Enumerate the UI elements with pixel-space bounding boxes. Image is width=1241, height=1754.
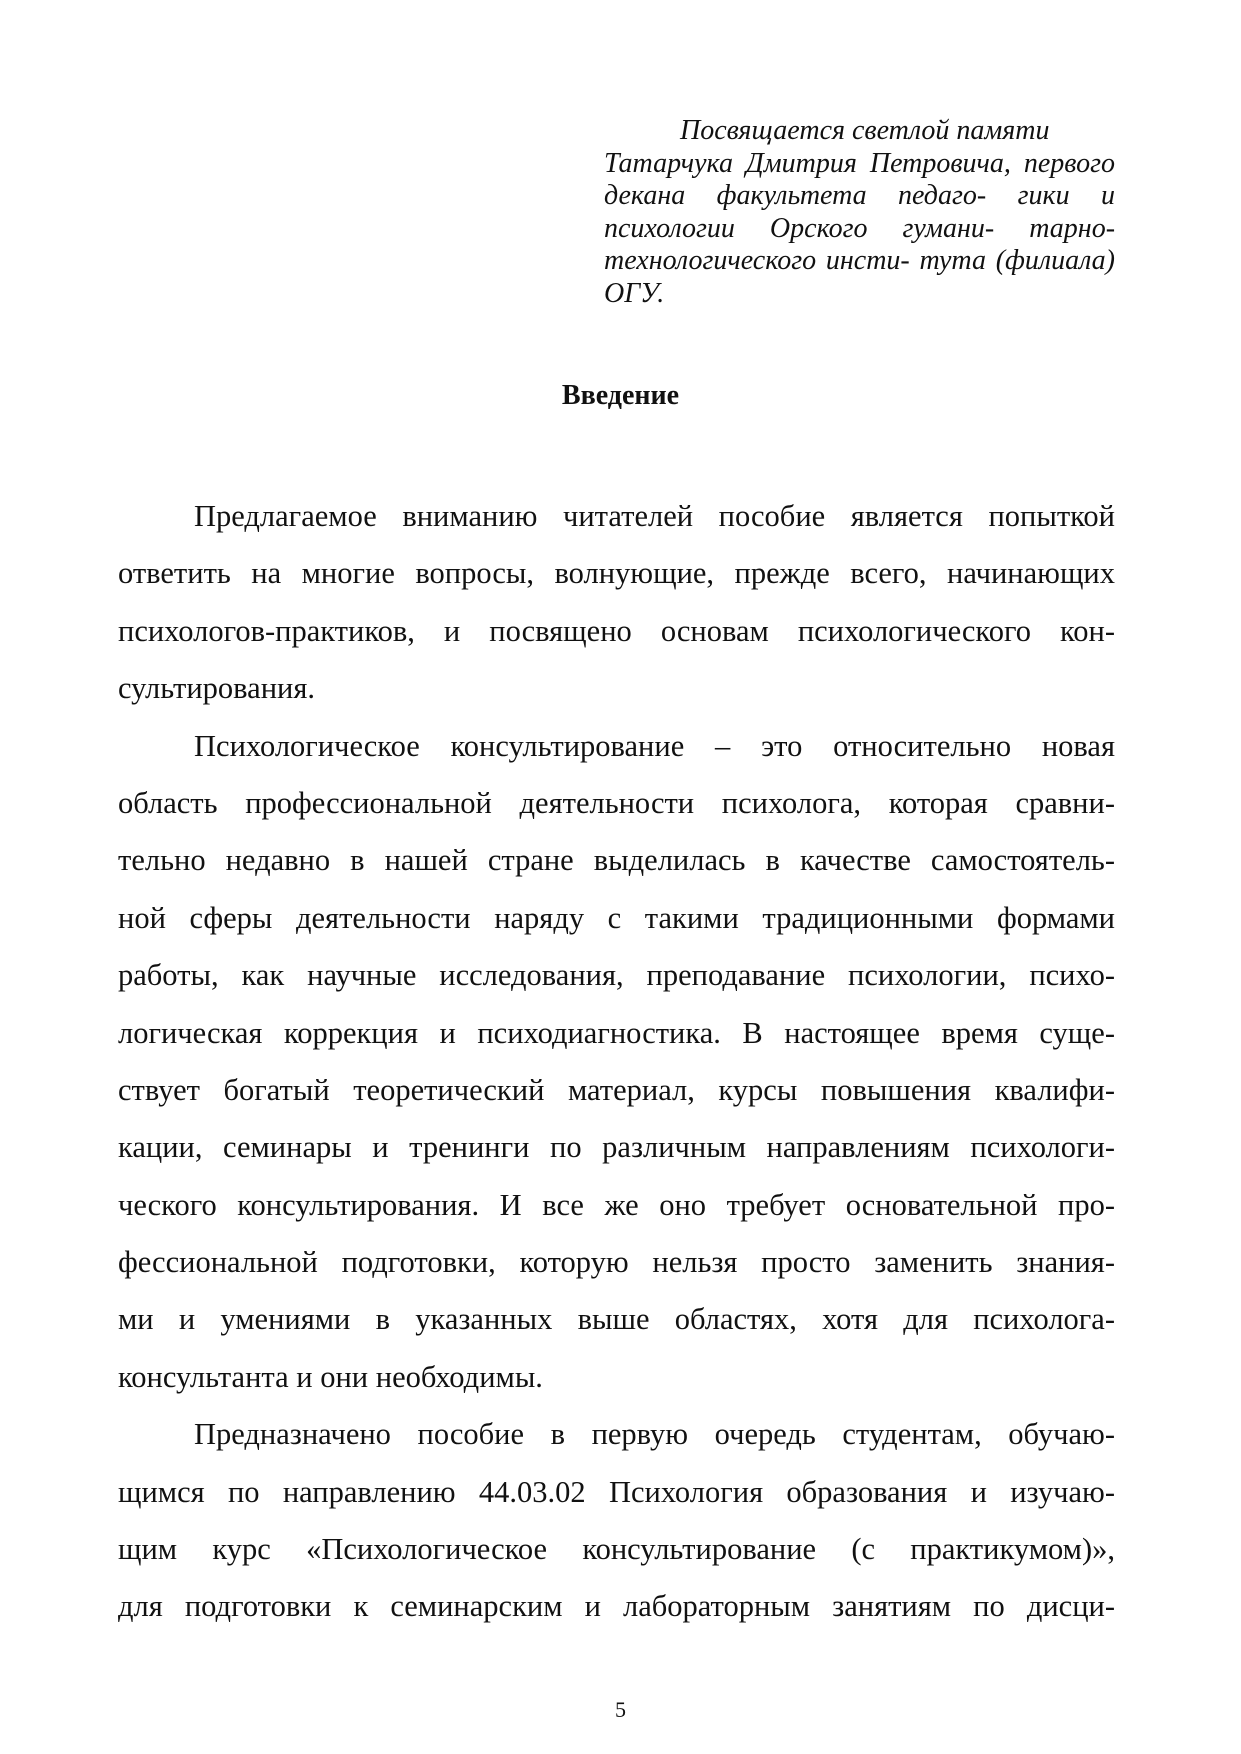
paragraph xyxy=(118,488,1115,718)
text-line: ной сферы деятельности наряду с такими традиционными формами xyxy=(118,900,1115,935)
text-line: ствует богатый теоретический материал, курсы повышения квалифи- xyxy=(118,1072,1115,1107)
text-line: для подготовки к семинарским и лабораторным занятиям по дисци- xyxy=(118,1589,1115,1624)
dedication-line: первого декана факультета педаго- xyxy=(604,147,1116,211)
text-line: Психологическое консультирование – это относительно новая xyxy=(194,728,1115,763)
text-line: тельно недавно в нашей стране выделилась в качестве самостоятель- xyxy=(118,843,1115,878)
text-line: Предлагаемое вниманию читателей пособие является попыткой xyxy=(194,499,1115,533)
text-line: кации, семинары и тренинги по различным направлениям психологи- xyxy=(118,1130,1115,1165)
text-line: ческого консультирования. И все же оно требует основательной про- xyxy=(118,1187,1115,1222)
paragraph xyxy=(118,1406,1115,1636)
text-line: ми и умениями в указанных выше областях, хотя для психолога- xyxy=(118,1302,1115,1337)
text-line: психологов-практиков, и посвящено основам психологического кон- xyxy=(118,613,1115,648)
page-number: 5 xyxy=(615,1697,626,1722)
text-line: область профессиональной деятельности психолога, которая сравни- xyxy=(118,785,1115,820)
text-line: щим курс «Психологическое консультирование (с практикумом)», xyxy=(118,1532,1115,1567)
text-line: фессиональной подготовки, которую нельзя просто заменить знания- xyxy=(118,1245,1115,1280)
text-line: логическая коррекция и психодиагностика. В настоящее время суще- xyxy=(118,1015,1115,1050)
paragraph xyxy=(118,718,1115,1407)
text-line: сультирования. xyxy=(118,671,315,706)
dedication-line: гики и психологии Орского гумани- xyxy=(604,180,1115,244)
text-line: Предназначено пособие в первую очередь студентам, обучаю- xyxy=(194,1417,1115,1452)
dedication-line: Татарчука Дмитрия Петровича, xyxy=(604,147,1011,179)
text-line: щимся по направлению 44.03.02 Психология образования и изучаю- xyxy=(118,1474,1115,1509)
dedication-line: тарно-технологического инсти- xyxy=(604,212,1116,276)
body-text xyxy=(118,488,1115,1636)
text-line: работы, как научные исследования, преподавание психологии, психо- xyxy=(118,958,1115,993)
text-line: консультанта и они необходимы. xyxy=(118,1359,543,1394)
text-line: ответить на многие вопросы, волнующие, прежде всего, начинающих xyxy=(118,556,1115,591)
dedication-line: тута (филиала) ОГУ. xyxy=(604,245,1115,309)
section-heading: Введение xyxy=(561,380,680,411)
dedication-epigraph xyxy=(604,115,1115,310)
dedication-line: Посвящается светлой памяти xyxy=(680,115,1050,146)
